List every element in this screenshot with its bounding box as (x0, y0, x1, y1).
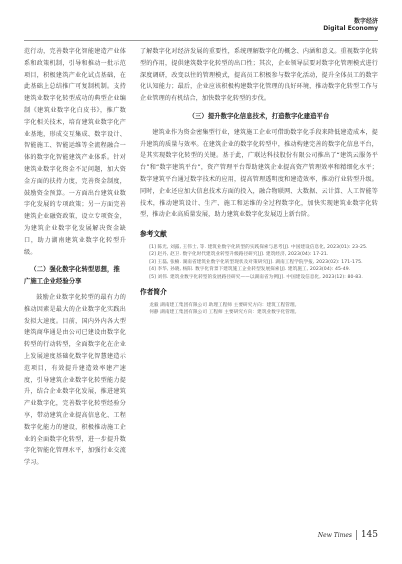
author-item: 龙毅 湖南建工集团有限公司 助理工程师 主要研究方向：建筑工程管理。 (149, 302, 300, 308)
reference-item: [3] 王磊, 张楠. 湖南省建筑业数字化转型现状及对策研究[J]. 湖南工程学院学报, 2023(02): 171-175. (149, 259, 363, 265)
footer-divider (356, 530, 357, 540)
page-number: 145 (360, 530, 378, 540)
reference-item: [5] 刘伟. 建筑业数字化转型的发展路径研究——以湖南省为例[J]. 中国建设信息化, 2023(12): 80-83. (149, 274, 363, 280)
left-column (24, 46, 126, 469)
section-heading: （二）强化数字化转型思想，推广施工企业经验分享 (24, 266, 120, 286)
page-header (323, 18, 378, 32)
references-list (140, 244, 378, 281)
body-paragraph: 建筑业作为资金密集型行业，建筑施工企业可借助数字化手段来降低建造成本，提升建筑的质量与效率。在建筑企业的数字化转型中，推动构建完善的数字化信息平台，是其实现数字化转型的关键。基于此，广联达科技股份有限公司推出了“建筑云服务平台”和“数字建筑平台”，资产管理平台帮助建筑企业提高资产管理效率和精细化水平；数字建筑平台通过数字技术的应用，提高管理透明度和建造效率，推动行业转型升级。同时，企业还应加大信息技术方面的投入，融合物联网、大数据、云计算、人工智能等技术，推动建筑设计、生产、施工和运维的全过程数字化，加快实现建筑业数字化转型，推动企业高质量发展，助力建筑业数字化发展迈上新台阶。 (140, 128, 378, 219)
body-paragraph: 了解数字化对经济发展的重要性，系统理解数字化的概念、内涵和意义。重视数字化转型的作用，提供建筑数字化转型的出口性；其次，企业领导层要对数字化管理模式进行深度调研，改变以往的管理模式，提高员工积极参与数字化活动，提升全体员工的数字化认知能力；最后，企业应该积极构建数字化管理的良好环境，推动数字化转型工作与企业管理的有机结合，加快数字化转型的步伐。 (140, 48, 378, 103)
body-paragraph: 鼓励企业数字化转型的最有力的推动因素是最大的企业数字化实践出发拟大速度。目前，国内外内各大型建筑商华通是由公司已建设由数字化转型的行动转型，全面数字化在企业上发展速度基础化数字化智慧建造示范项目，有效提升建造效率建产速度，引导建筑企业数字化转型能力提升，结合企业数字化发展，推进建筑产业数字化，完善数字化转型经验分享，带动建筑企业提高信息化、工程数字化能力的建设，积极推动施工企业的全面数字化转型，进一步提升数字化智能化管理水平，加强行业交流学习。 (24, 293, 126, 467)
author-info-title: 作者简介 (140, 287, 167, 296)
author-list (140, 302, 378, 317)
author-item: 何静 湖南建工集团有限公司 工程师 主要研究方向：建筑业数字化管理。 (149, 310, 300, 316)
reference-item: [4] 李华, 孙晓, 杨阳. 数字化背景下建筑施工企业转型发展探索[J]. 建筑施工, 2023(04): 45-49. (149, 267, 351, 273)
body-paragraph: 范行动，完善数字化智能建造产业体系和政策机制，引导和推动一批示范项目，积极建筑产业化试点基础，在此基础上总结推广可复制机制。支持建筑业数字化转型成功的典型企业编制《建筑业数字化白皮书》，推广数字化相关技术，培育建筑业数字化产业基地，形成交互集成、数字设计、智能施工、智能运维等全流程融合一体的数字化智能建筑产业体系。针对建筑业数字化资金不足问题，加大资金方面的扶持力度，完善资金制度，鼓励资金预算。一方面出台建筑业数字化发展的专项政策；另一方面完善建筑企业融资政策，设立专项资金，为建筑企业数字化发展解决资金缺口，助力湖南建筑业数字化转型升级。 (24, 48, 126, 256)
right-column (140, 46, 378, 317)
page-footer (318, 530, 378, 540)
journal-name: New Times (317, 531, 353, 539)
references-title: 参考文献 (140, 230, 167, 239)
reference-item: [1] 陈光, 刘露, 王伟士, 等. 建筑业数字化转型的实践探索与思考[J]. 中国建设信息化, 2023(01): 23-25. (149, 244, 368, 250)
section-title-en: Digital Economy (323, 25, 378, 33)
section-title-cn: 数字经济 (353, 18, 378, 25)
header-divider (24, 40, 378, 41)
section-heading: （三）提升数字化信息技术，打造数字化建造平台 (188, 112, 330, 120)
reference-item: [2] 赵丹, 赵卫. 数字化时代建筑业转型升级路径研究[J]. 建筑经济, 2023(04): 17-21. (149, 252, 329, 258)
